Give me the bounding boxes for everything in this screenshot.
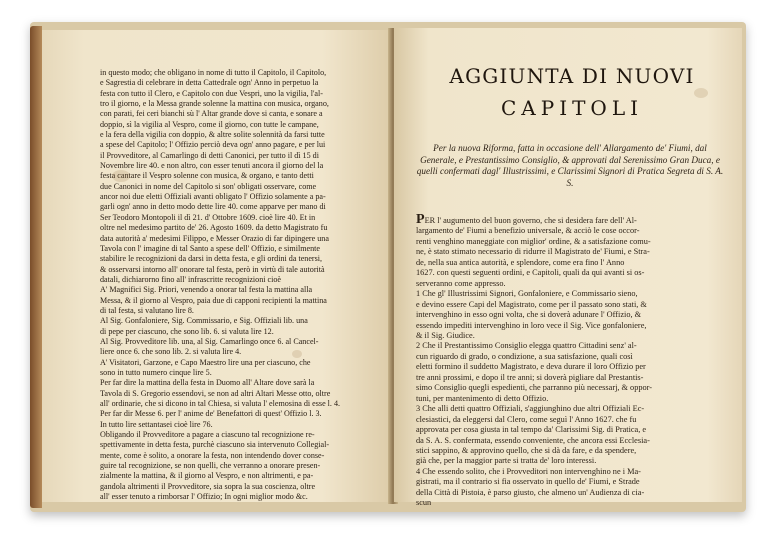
text-line: Al Sig. Gonfaloniere, Sig. Commissario, e Sig. Offiziali lib. una [100, 316, 308, 326]
intro-italic: Per la nuova Riforma, fatta in occasione dell' Allargamento de' Fiumi, dal Generale, e Prestantissimo Consiglio, & approvati dal Serenissimo Gran Duca, e quelli confermati dagl' Illustrissimi, e Clarissimi Signori di Pratica Segreta di S. A. S. [416, 143, 724, 188]
text-line: già che, per la maggior parte si tratta de' loro interessi. [416, 456, 597, 466]
text-line: Ser Teodoro Montopoli il dì 21. d' Ottobre 1609. cioè lire 40. Et in [100, 212, 316, 222]
right-page [394, 28, 742, 508]
title-line-1: AGGIUNTA DI NUOVI [449, 64, 695, 88]
text-line: Tavola con l' imagine di tal Santo a spese dell' Offizio, e similmente [100, 243, 321, 253]
text-line: essendo impediti intervenghino in loro vece il Sig. Vice gonfaloniere, [416, 320, 647, 330]
text-line: stabilire le recognizioni da darsi in detta festa, e gli ordini da tenersi, [100, 254, 323, 264]
text-line: & il Sig. Giudice. [416, 330, 475, 340]
text-line: gistrati, ma il contrario si fia osservato in quello de' Fiumi, e Strade [416, 477, 640, 487]
text-line: Tavola di S. Gregorio essendovi, se non ad altri Altari Messe otto, oltre [100, 388, 331, 398]
drop-cap: P [416, 212, 425, 227]
text-line: scun [416, 498, 432, 508]
text-line: Al Sig. Provveditore lib. una, al Sig. Camarlingo once 6. al Cancel- [100, 336, 319, 346]
text-line: tuni, per mantenimento di detto Offizio. [416, 393, 549, 403]
text-line: 3 Che alli detti quattro Offiziali, s'aggiunghino due altri Offiziali Ec- [416, 404, 645, 414]
text-line: spettivamente in detta festa, purchè ciascuno sia intervenuto Collegial- [100, 440, 330, 450]
text-line: serveranno come appresso. [416, 278, 506, 288]
text-line: data autorità a' medesimi Filippo, e Messer Orazio di far dipingere una [100, 233, 329, 243]
left-page [42, 30, 392, 502]
text-line: il Provveditore, al Camarlingo di detti Canonici, per tutto il dì 15 di [100, 150, 319, 160]
text-line: A' Magnifici Sig. Priori, venendo a onorar tal festa la mattina alla [100, 285, 313, 295]
text-line: della Città di Pistoia, è parso giusto, che almeno un' Audienza di cia- [416, 487, 645, 497]
text-line: 4 Che essendo solito, che i Provveditori non intervenghino ne i Ma- [416, 466, 641, 476]
right-page-body [416, 212, 724, 509]
text-line: 1 Che gl' Illustrissimi Signori, Gonfaloniere, e Commissario sieno, [416, 289, 638, 299]
left-page-text [100, 68, 372, 502]
book-spine [30, 26, 42, 508]
text-line: stici sappino, & approvino quello, che si dà da fare, e da spendere, [416, 445, 637, 455]
text-line: due Canonici in nome del Capitolo si son' obligati osservare, come [100, 181, 317, 191]
text-line: eletti formino il suddetto Magistrato, e deva durare il loro Offizio per [416, 362, 646, 372]
text-line: Obligando il Provveditore a pagare a ciascuno tal recognizione re- [100, 430, 315, 440]
text-line: guire tal recognizione, se non quelli, che verranno a onorare presen- [100, 461, 321, 471]
text-line: e Sagrestia di celebrare in detta Cattedrale ogn' Anno in perpetuo la [100, 78, 319, 88]
text-line: datali, dichiarorno fino all' infrascritte recognizioni cioè [100, 274, 282, 284]
text-line: cun riguardo di grado, o condizione, a sua satisfazione, quali così [416, 351, 633, 361]
foxing-spot [694, 88, 708, 98]
text-line [416, 212, 724, 227]
text-line: doppio, sì la vigilia al Vespro, come il giorno, con tutte le campane, [100, 119, 319, 129]
text-line: 2 Che il Prestantissimo Consiglio elegga quattro Cittadini senz' al- [416, 341, 637, 351]
text-line: Messa, & il giorno al Vespro, paia due di capponi recipienti la mattina [100, 295, 327, 305]
text-line: di tal festa, si valutano lire 8. [100, 305, 194, 315]
text-line: intervenghino in esso ogni volta, che si doverà adunare l' Offizio, & [416, 310, 642, 320]
text-line: e la fera della vigilia con doppio, & altre solite solennità da farsi tutte [100, 130, 325, 140]
text-line: ne, è stato stimato necessario di ridurre il Magistrato de' Fiumi, e Stra- [416, 247, 650, 257]
text-line: Per far dir Messe 6. per l' anime de' Benefattori di quest' Offizio l. 3. [100, 409, 322, 419]
text-line: tre anni prossimi, e dopo il tre anni; si doverà pigliare dal Prestantis- [416, 372, 644, 382]
section-title [422, 64, 722, 120]
text-line: 1627. con questi seguenti ordini, e Capitoli, quali da qui avanti si os- [416, 268, 645, 278]
text-line: tro il giorno, e la Messa grande solenne la mattina con musica, organo, [100, 99, 329, 109]
text-line: festa con tutto il Clero, e Capitolo con due Vespri, uno la vigilia, l'al- [100, 88, 323, 98]
text-line: sono in tutto numero cinque lire 5. [100, 367, 212, 377]
foxing-spot [112, 170, 130, 182]
text-line: ancor noi due eletti Offiziali avanti obligato l' Offizio solamente a pa- [100, 192, 326, 202]
text-line: de, nella sua antica autorità, e splendore, come era fino l' Anno [416, 257, 625, 267]
text-line: liere once 6. che sono lib. 2. si valuta lire 4. [100, 347, 242, 357]
text-line: garli ogn' anno in detto modo dette lire 40. come apparve per mano di [100, 202, 326, 212]
text-line: zialmente la mattina, & il giorno al Vespro, e non altrimenti, e pa- [100, 471, 314, 481]
text-line: clesiastici, da eleggersi dal Clero, come seguì l' Anno 1627. che fu [416, 414, 637, 424]
text-line: di pepe per ciascuno, che sono lib. 6. si valuta lire 12. [100, 326, 274, 336]
text-line: A' Visitatori, Garzone, e Capo Maestro lire una per ciascuno, che [100, 357, 311, 367]
text-line: in questo modo; che obligano in nome di tutto il Capitolo, il Capitolo, [100, 68, 327, 77]
text-line: Novembre lire 40. e non altro, con esser tenuti ancora il giorno del la [100, 161, 324, 171]
text-line: gandola altrimenti il Provveditore, sia sopra la sua coscienza, oltre [100, 481, 316, 491]
text-line: festa cantare il Vespro solenne con musica, & organo, e tanto detti [100, 171, 314, 181]
text-line: largamento de' Fiumi a benefizio universale, & acciò le cose occor- [416, 226, 640, 236]
text-line: approvata per cosa giusta in tal tempo da' Clarissimi Sig. di Pratica, e [416, 425, 647, 435]
text-line: oltre nel medesimo partito de' 26. Agosto 1609. da detto Magistrato fu [100, 223, 328, 233]
text-line: all' esser tenuto a rimborsar l' Offizio; In ogni miglior modo &c. [100, 492, 308, 502]
text-line: Per far dire la mattina della festa in Duomo all' Altare dove sarà la [100, 378, 315, 388]
text-line: a spese del Capitolo; l' Offizio perciò deva ogn' anno pagare, e per lui [100, 140, 326, 150]
text-line: e devino essere Capi del Magistrato, come per il passato sono stati, & [416, 299, 647, 309]
text-line: da S. A. S. confermata, essendo conveniente, che ancora essi Ecclesia- [416, 435, 650, 445]
foxing-spot [292, 350, 302, 358]
text-line: con parati, fei ceri bianchi sù l' Altar grande dove si canta, e sonare a [100, 109, 323, 119]
text-line: renti venghino maneggiate con miglior' ordine, & a satisfazione comu- [416, 236, 651, 246]
text-line: all' ordinarie, che si dicono in tal Chiesa, si valuta l' elemosina di esse l. 4. [100, 399, 341, 408]
text-line: simo Consiglio quegli espedienti, che parranno più necessarj, & oppor- [416, 383, 653, 393]
text-line-content: ER l' augumento del buon governo, che si desidera fare dell' Al- [424, 216, 637, 225]
title-line-2: CAPITOLI [500, 96, 644, 120]
text-line: & osservarsi intorno all' onorare tal festa, però in virtù di tale autorità [100, 264, 325, 274]
text-line: In tutto lire settantasei cioè lire 76. [100, 419, 213, 429]
text-line: mente, come è solito, a onorare la festa, non intendendo dover conse- [100, 450, 325, 460]
